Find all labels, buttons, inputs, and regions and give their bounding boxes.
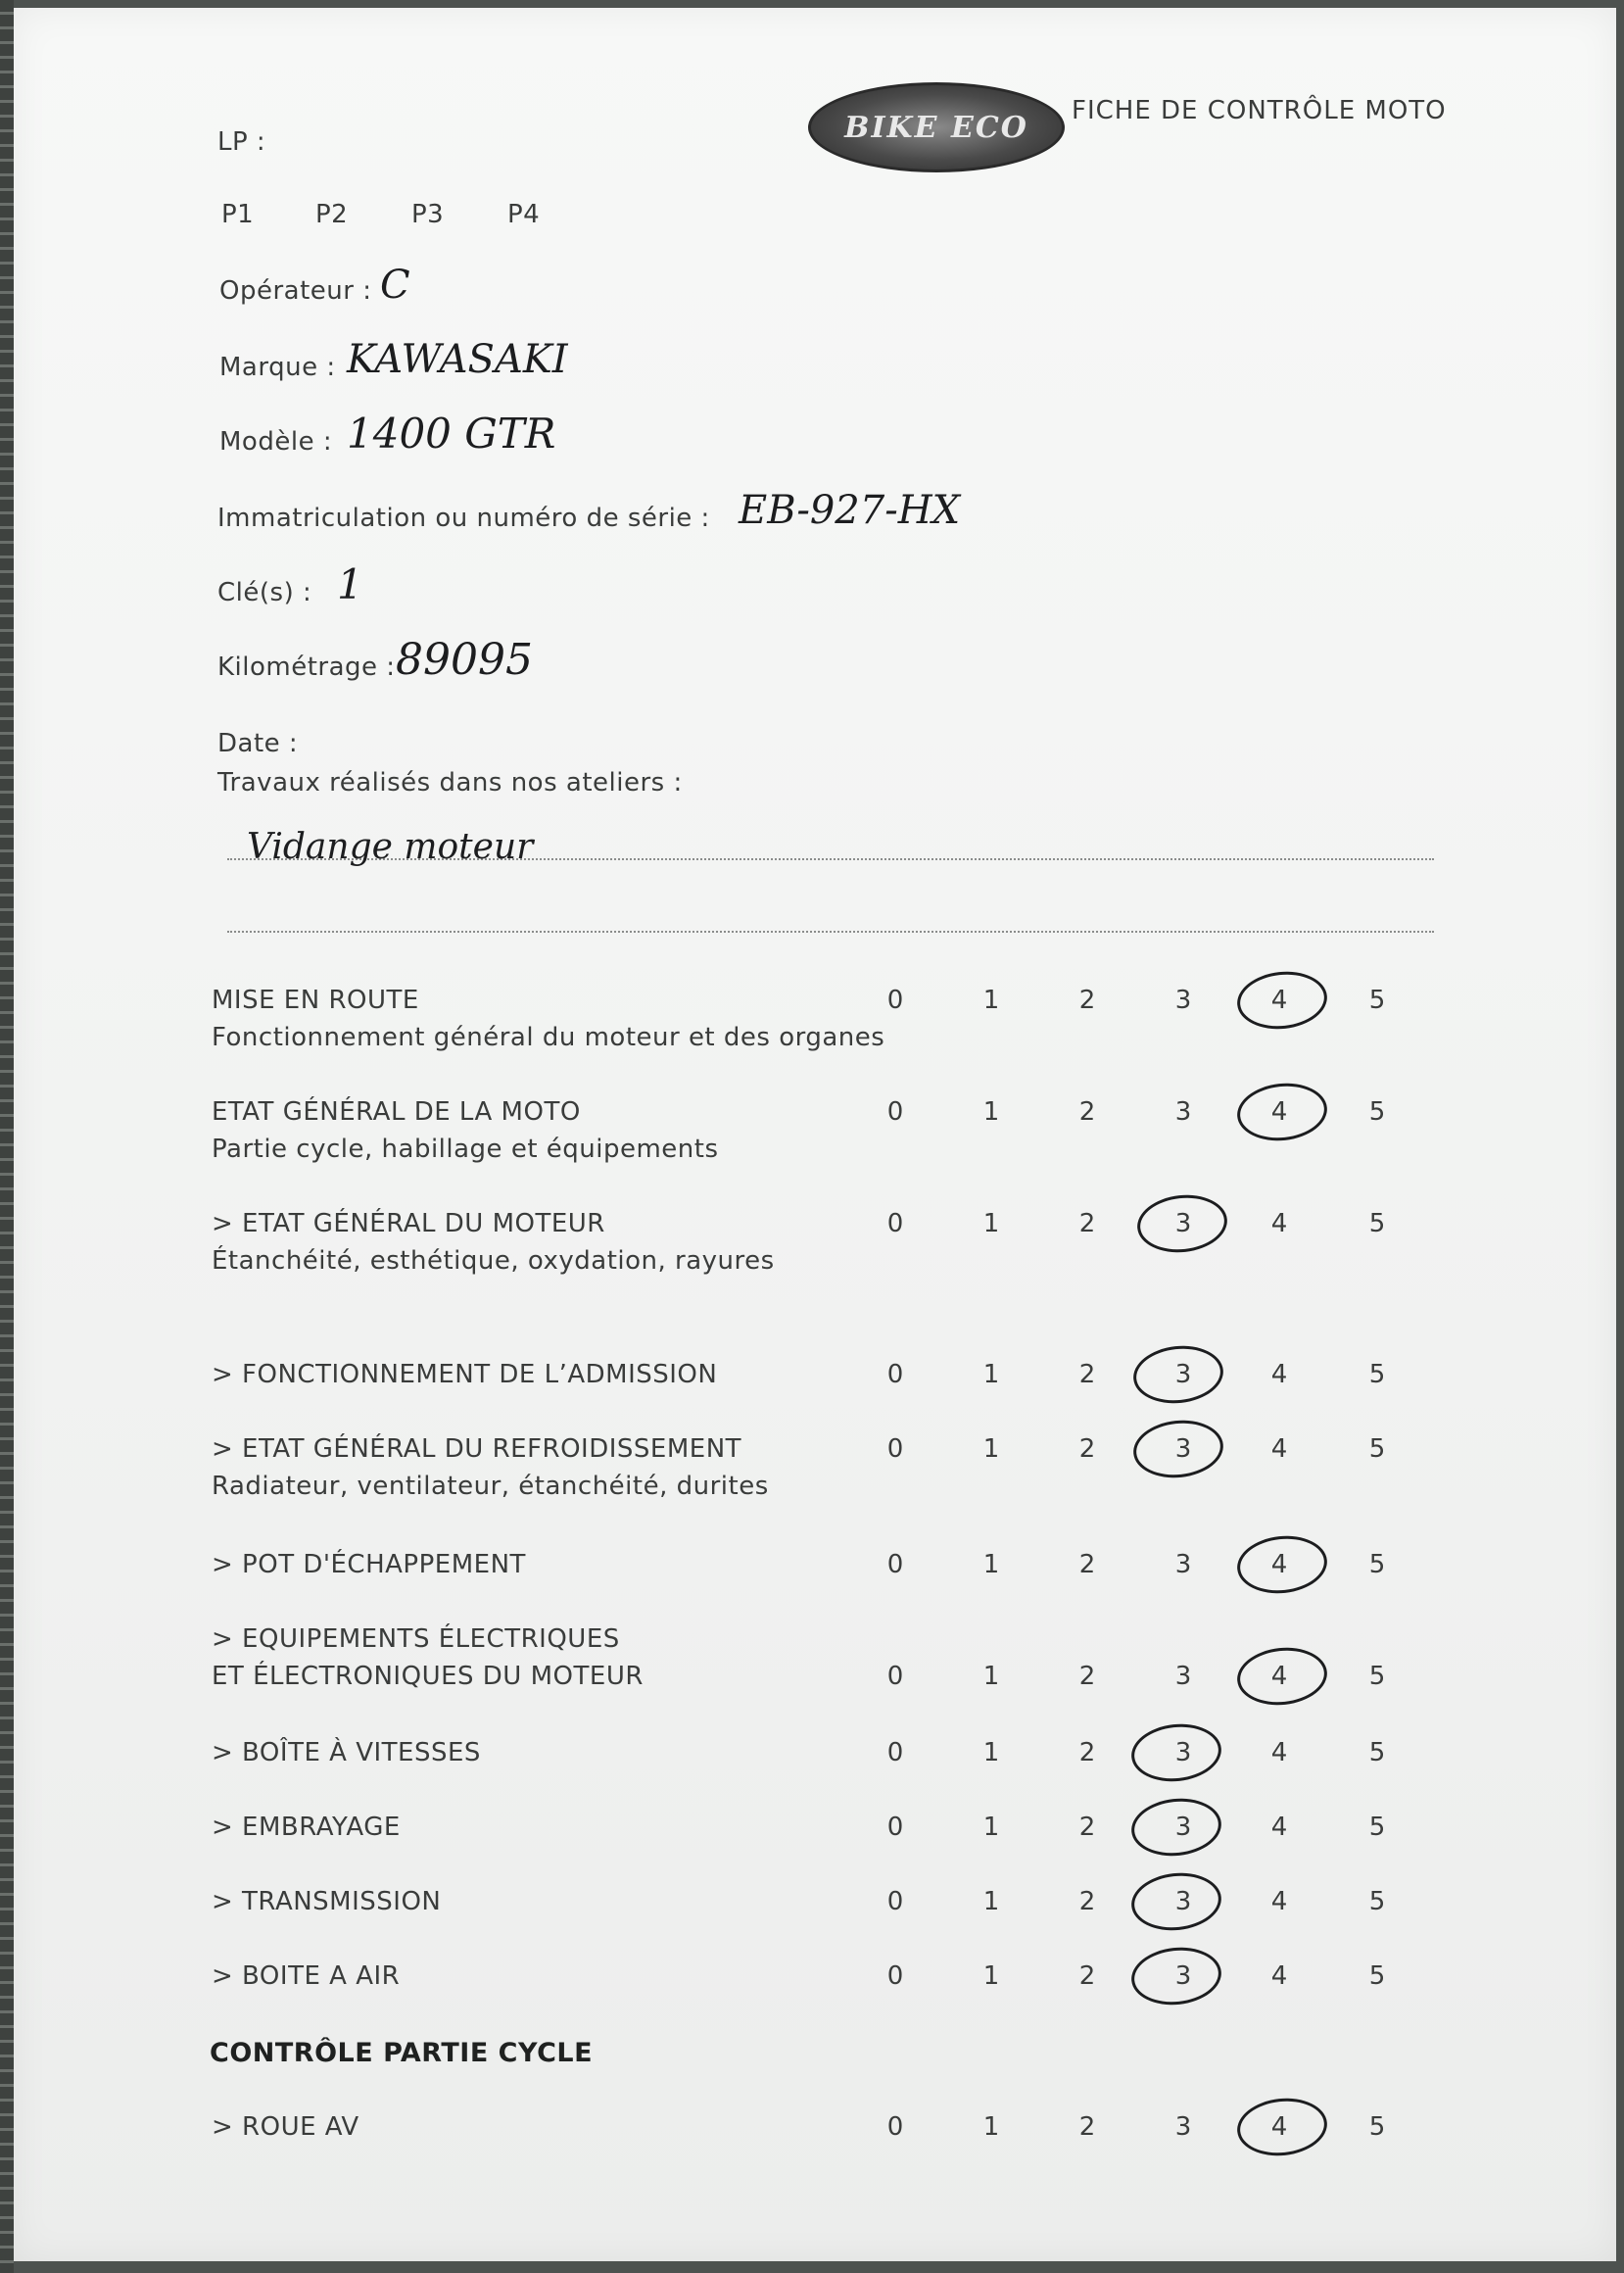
score-option: 2: [1078, 1738, 1096, 1767]
score-option: 1: [982, 1961, 1000, 1991]
immat-value: EB-927-HX: [739, 488, 961, 533]
logo-text: BIKE ECO: [844, 110, 1028, 145]
score-option: 3: [1174, 1097, 1192, 1127]
immat-label: Immatriculation ou numéro de série :: [217, 504, 710, 533]
score-option: 3: [1174, 1360, 1192, 1389]
score-option: 5: [1368, 2112, 1386, 2142]
score-option: 1: [982, 1662, 1000, 1691]
score-option: 4: [1270, 1662, 1288, 1691]
score-option: 2: [1078, 1097, 1096, 1127]
check-title: > TRANSMISSION: [212, 1887, 442, 1916]
score-option: 3: [1174, 1738, 1192, 1767]
travaux-label: Travaux réalisés dans nos ateliers :: [217, 768, 683, 798]
score-option: 1: [982, 1738, 1000, 1767]
score-row: [14, 1813, 1616, 1852]
score-option: 5: [1368, 1209, 1386, 1238]
score-option: 0: [886, 1887, 904, 1916]
p3-label: P3: [411, 200, 445, 229]
score-option: 3: [1174, 1961, 1192, 1991]
score-option: 5: [1368, 1434, 1386, 1464]
check-title: > BOITE A AIR: [212, 1961, 401, 1991]
score-option: 3: [1174, 1813, 1192, 1842]
score-circle-mark: [1128, 1719, 1224, 1785]
date-label: Date :: [217, 729, 299, 758]
score-circle-mark: [1234, 1079, 1330, 1144]
score-option: 0: [886, 1434, 904, 1464]
check-title: > POT D'ÉCHAPPEMENT: [212, 1550, 526, 1579]
score-option: 2: [1078, 1887, 1096, 1916]
check-title: ETAT GÉNÉRAL DE LA MOTO: [212, 1097, 581, 1127]
score-option: 1: [982, 1550, 1000, 1579]
score-option: 3: [1174, 1209, 1192, 1238]
kilometrage-label: Kilométrage :: [217, 653, 396, 682]
score-option: 5: [1368, 1097, 1386, 1127]
score-option: 2: [1078, 1813, 1096, 1842]
check-subtitle: Radiateur, ventilateur, étanchéité, durites: [212, 1472, 769, 1501]
score-row: [14, 1209, 1616, 1248]
score-circle-mark: [1234, 967, 1330, 1033]
score-option: 3: [1174, 1662, 1192, 1691]
score-option: 4: [1270, 1550, 1288, 1579]
score-row: [14, 2112, 1616, 2152]
score-option: 3: [1174, 1550, 1192, 1579]
lp-label: LP :: [217, 127, 266, 157]
score-option: 0: [886, 2112, 904, 2142]
check-title: > FONCTIONNEMENT DE L’ADMISSION: [212, 1360, 718, 1389]
score-row: [14, 1738, 1616, 1777]
score-option: 2: [1078, 986, 1096, 1015]
score-option: 4: [1270, 1738, 1288, 1767]
score-option: 5: [1368, 1738, 1386, 1767]
score-option: 1: [982, 2112, 1000, 2142]
score-row: [14, 1550, 1616, 1589]
score-option: 2: [1078, 1550, 1096, 1579]
score-option: 2: [1078, 1662, 1096, 1691]
score-option: 0: [886, 1550, 904, 1579]
travaux-value: Vidange moteur: [247, 827, 534, 867]
score-row: [14, 986, 1616, 1025]
check-title: > ETAT GÉNÉRAL DU REFROIDISSEMENT: [212, 1434, 742, 1464]
p4-label: P4: [507, 200, 541, 229]
p2-label: P2: [315, 200, 349, 229]
check-subtitle: Fonctionnement général du moteur et des organes: [212, 1023, 885, 1052]
score-circle-mark: [1234, 1643, 1330, 1709]
score-row: [14, 1360, 1616, 1399]
score-option: 5: [1368, 1813, 1386, 1842]
check-title: > ROUE AV: [212, 2112, 359, 2142]
score-option: 0: [886, 1209, 904, 1238]
score-option: 4: [1270, 1961, 1288, 1991]
score-row: [14, 1097, 1616, 1136]
score-option: 4: [1270, 1434, 1288, 1464]
score-row: [14, 1961, 1616, 2001]
score-option: 1: [982, 1887, 1000, 1916]
control-sheet: [14, 8, 1616, 2261]
score-option: 5: [1368, 1360, 1386, 1389]
score-option: 0: [886, 1662, 904, 1691]
score-row: [14, 1887, 1616, 1926]
score-option: 4: [1270, 1887, 1288, 1916]
score-row: [14, 1662, 1616, 1701]
check-subtitle: Étanchéité, esthétique, oxydation, rayures: [212, 1246, 775, 1276]
check-title: > BOÎTE À VITESSES: [212, 1738, 481, 1767]
score-circle-mark: [1130, 1341, 1226, 1407]
score-option: 4: [1270, 986, 1288, 1015]
score-option: 4: [1270, 1360, 1288, 1389]
score-circle-mark: [1234, 2094, 1330, 2159]
score-option: 2: [1078, 1360, 1096, 1389]
score-option: 1: [982, 1813, 1000, 1842]
score-option: 3: [1174, 986, 1192, 1015]
score-option: 0: [886, 1738, 904, 1767]
score-option: 0: [886, 1961, 904, 1991]
score-option: 3: [1174, 1887, 1192, 1916]
score-option: 2: [1078, 1434, 1096, 1464]
score-option: 1: [982, 1097, 1000, 1127]
check-title: > ETAT GÉNÉRAL DU MOTEUR: [212, 1209, 605, 1238]
modele-label: Modèle :: [219, 427, 333, 457]
document-title: FICHE DE CONTRÔLE MOTO: [1072, 96, 1447, 125]
score-option: 1: [982, 986, 1000, 1015]
bike-eco-logo: [808, 82, 1065, 172]
score-option: 5: [1368, 1550, 1386, 1579]
score-option: 4: [1270, 1209, 1288, 1238]
score-circle-mark: [1128, 1794, 1224, 1860]
score-option: 5: [1368, 1662, 1386, 1691]
score-option: 0: [886, 1360, 904, 1389]
score-option: 4: [1270, 2112, 1288, 2142]
score-option: 2: [1078, 1209, 1096, 1238]
check-title: > EMBRAYAGE: [212, 1813, 401, 1842]
score-circle-mark: [1234, 1531, 1330, 1597]
score-circle-mark: [1128, 1868, 1224, 1934]
score-option: 0: [886, 1813, 904, 1842]
score-option: 5: [1368, 986, 1386, 1015]
p1-label: P1: [221, 200, 255, 229]
score-option: 4: [1270, 1813, 1288, 1842]
cles-label: Clé(s) :: [217, 578, 312, 607]
score-row: [14, 1434, 1616, 1474]
kilometrage-value: 89095: [396, 635, 533, 685]
check-title: > EQUIPEMENTS ÉLECTRIQUES: [212, 1624, 620, 1654]
operateur-value: C: [380, 263, 410, 308]
marque-value: KAWASAKI: [347, 337, 568, 382]
cles-value: 1: [337, 560, 363, 608]
score-option: 1: [982, 1360, 1000, 1389]
score-option: 0: [886, 986, 904, 1015]
score-option: 0: [886, 1097, 904, 1127]
score-option: 5: [1368, 1887, 1386, 1916]
score-option: 1: [982, 1209, 1000, 1238]
check-title: MISE EN ROUTE: [212, 986, 419, 1015]
marque-label: Marque :: [219, 353, 336, 382]
operateur-label: Opérateur :: [219, 276, 372, 306]
modele-value: 1400 GTR: [347, 410, 556, 458]
check-subtitle: ET ÉLECTRONIQUES DU MOTEUR: [212, 1662, 644, 1691]
check-subtitle: Partie cycle, habillage et équipements: [212, 1135, 719, 1164]
score-option: 2: [1078, 1961, 1096, 1991]
score-option: 1: [982, 1434, 1000, 1464]
score-option: 3: [1174, 2112, 1192, 2142]
travaux-line-2: [227, 931, 1434, 933]
section-heading-partie-cycle: CONTRÔLE PARTIE CYCLE: [210, 2038, 594, 2068]
score-option: 3: [1174, 1434, 1192, 1464]
binder-edge: [0, 0, 14, 2273]
score-circle-mark: [1128, 1943, 1224, 2008]
score-option: 5: [1368, 1961, 1386, 1991]
score-circle-mark: [1134, 1190, 1230, 1256]
score-option: 4: [1270, 1097, 1288, 1127]
score-circle-mark: [1130, 1416, 1226, 1481]
score-option: 2: [1078, 2112, 1096, 2142]
